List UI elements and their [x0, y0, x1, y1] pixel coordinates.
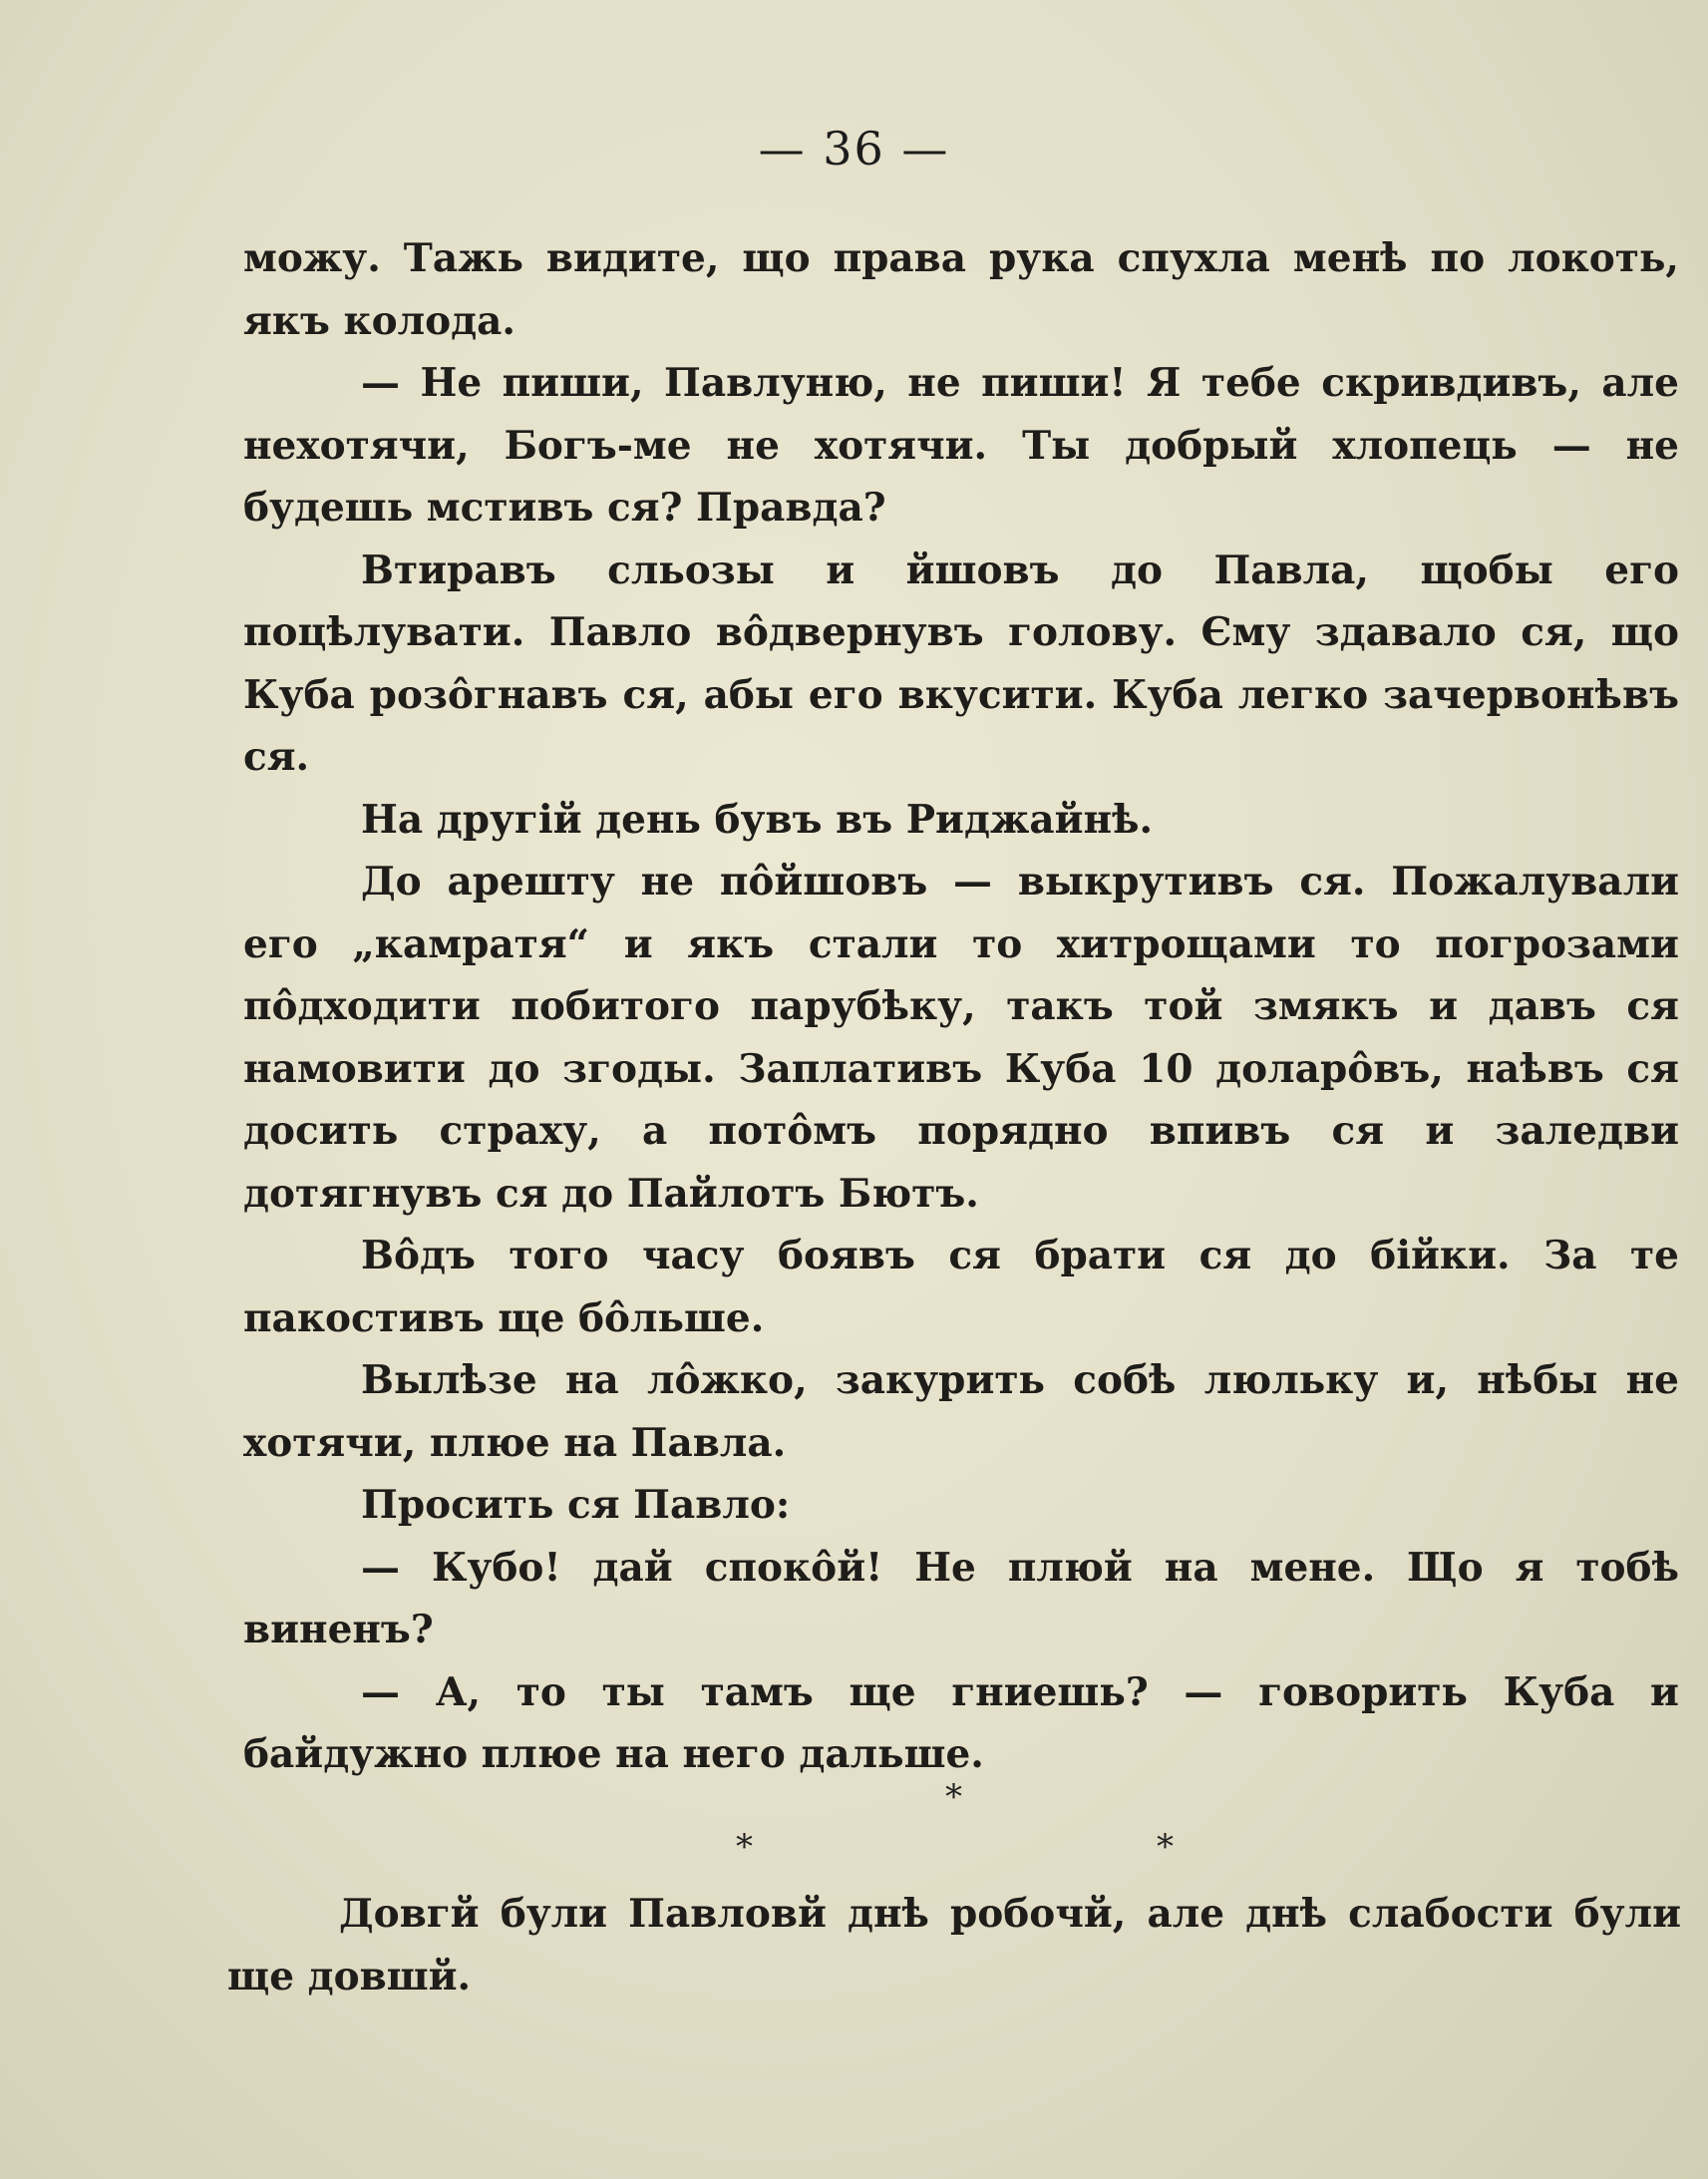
page-number: — 36 — — [758, 122, 950, 176]
paragraph-4: На другій день бувъ въ Риджайнѣ. — [361, 796, 1154, 843]
paragraph-final: Довгй були Павловй днѣ робочй, але днѣ слабости були ще довшй. — [227, 1891, 1681, 1999]
paragraph-1: можу. Тажь видите, що права рука спухла менѣ по локоть, якъ колода. — [243, 235, 1679, 344]
paragraph-7: Вылѣзе на лôжко, закурить собѣ люльку и, нѣбы не хотячи, плюе на Павла. — [243, 1357, 1679, 1466]
separator-star-top: * — [945, 1777, 962, 1817]
final-text — [227, 1883, 1681, 2007]
paragraph-3: Втиравъ сльозы и йшовъ до Павла, щобы его поцѣлувати. Павло вôдвернувъ голову. Єму здавало ся, що Куба розôгнавъ ся, абы его вкусити. Куба легко зачервонѣвъ ся. — [243, 546, 1679, 780]
paragraph-6: Вôдъ того часу боявъ ся брати ся до бійки. За те пакостивъ ще бôльше. — [243, 1233, 1679, 1341]
paragraph-2: — Не пиши, Павлуню, не пиши! Я тебе скривдивъ, але нехотячи, Богъ-ме не хотячи. Ты добрый хлопець — не будешь мстивъ ся? Правда? — [243, 360, 1679, 531]
body-text — [243, 227, 1679, 1786]
paragraph-10: — А, то ты тамъ ще гниешь? — говорить Куба и байдужно плюе на него дальше. — [243, 1668, 1679, 1777]
paragraph-8: Просить ся Павло: — [361, 1482, 791, 1528]
paragraph-5: До арешту не пôйшовъ — выкрутивъ ся. Пожалували его „камратя“ и якъ стали то хитрощами то погрозами пôдходити побитого парубѣку, такъ той змякъ и давъ ся намовити до згоды. Заплативъ Куба 10 доларôвъ, наѣвъ ся досить страху, а потôмъ порядно впивъ ся и заледви дотягнувъ ся до Пайлотъ Бютъ. — [243, 859, 1679, 1217]
separator-star-left: * — [736, 1827, 753, 1867]
paragraph-9: — Кубо! дай спокôй! Не плюй на мене. Що я тобѣ виненъ? — [243, 1544, 1679, 1652]
separator-star-right: * — [1157, 1827, 1174, 1867]
